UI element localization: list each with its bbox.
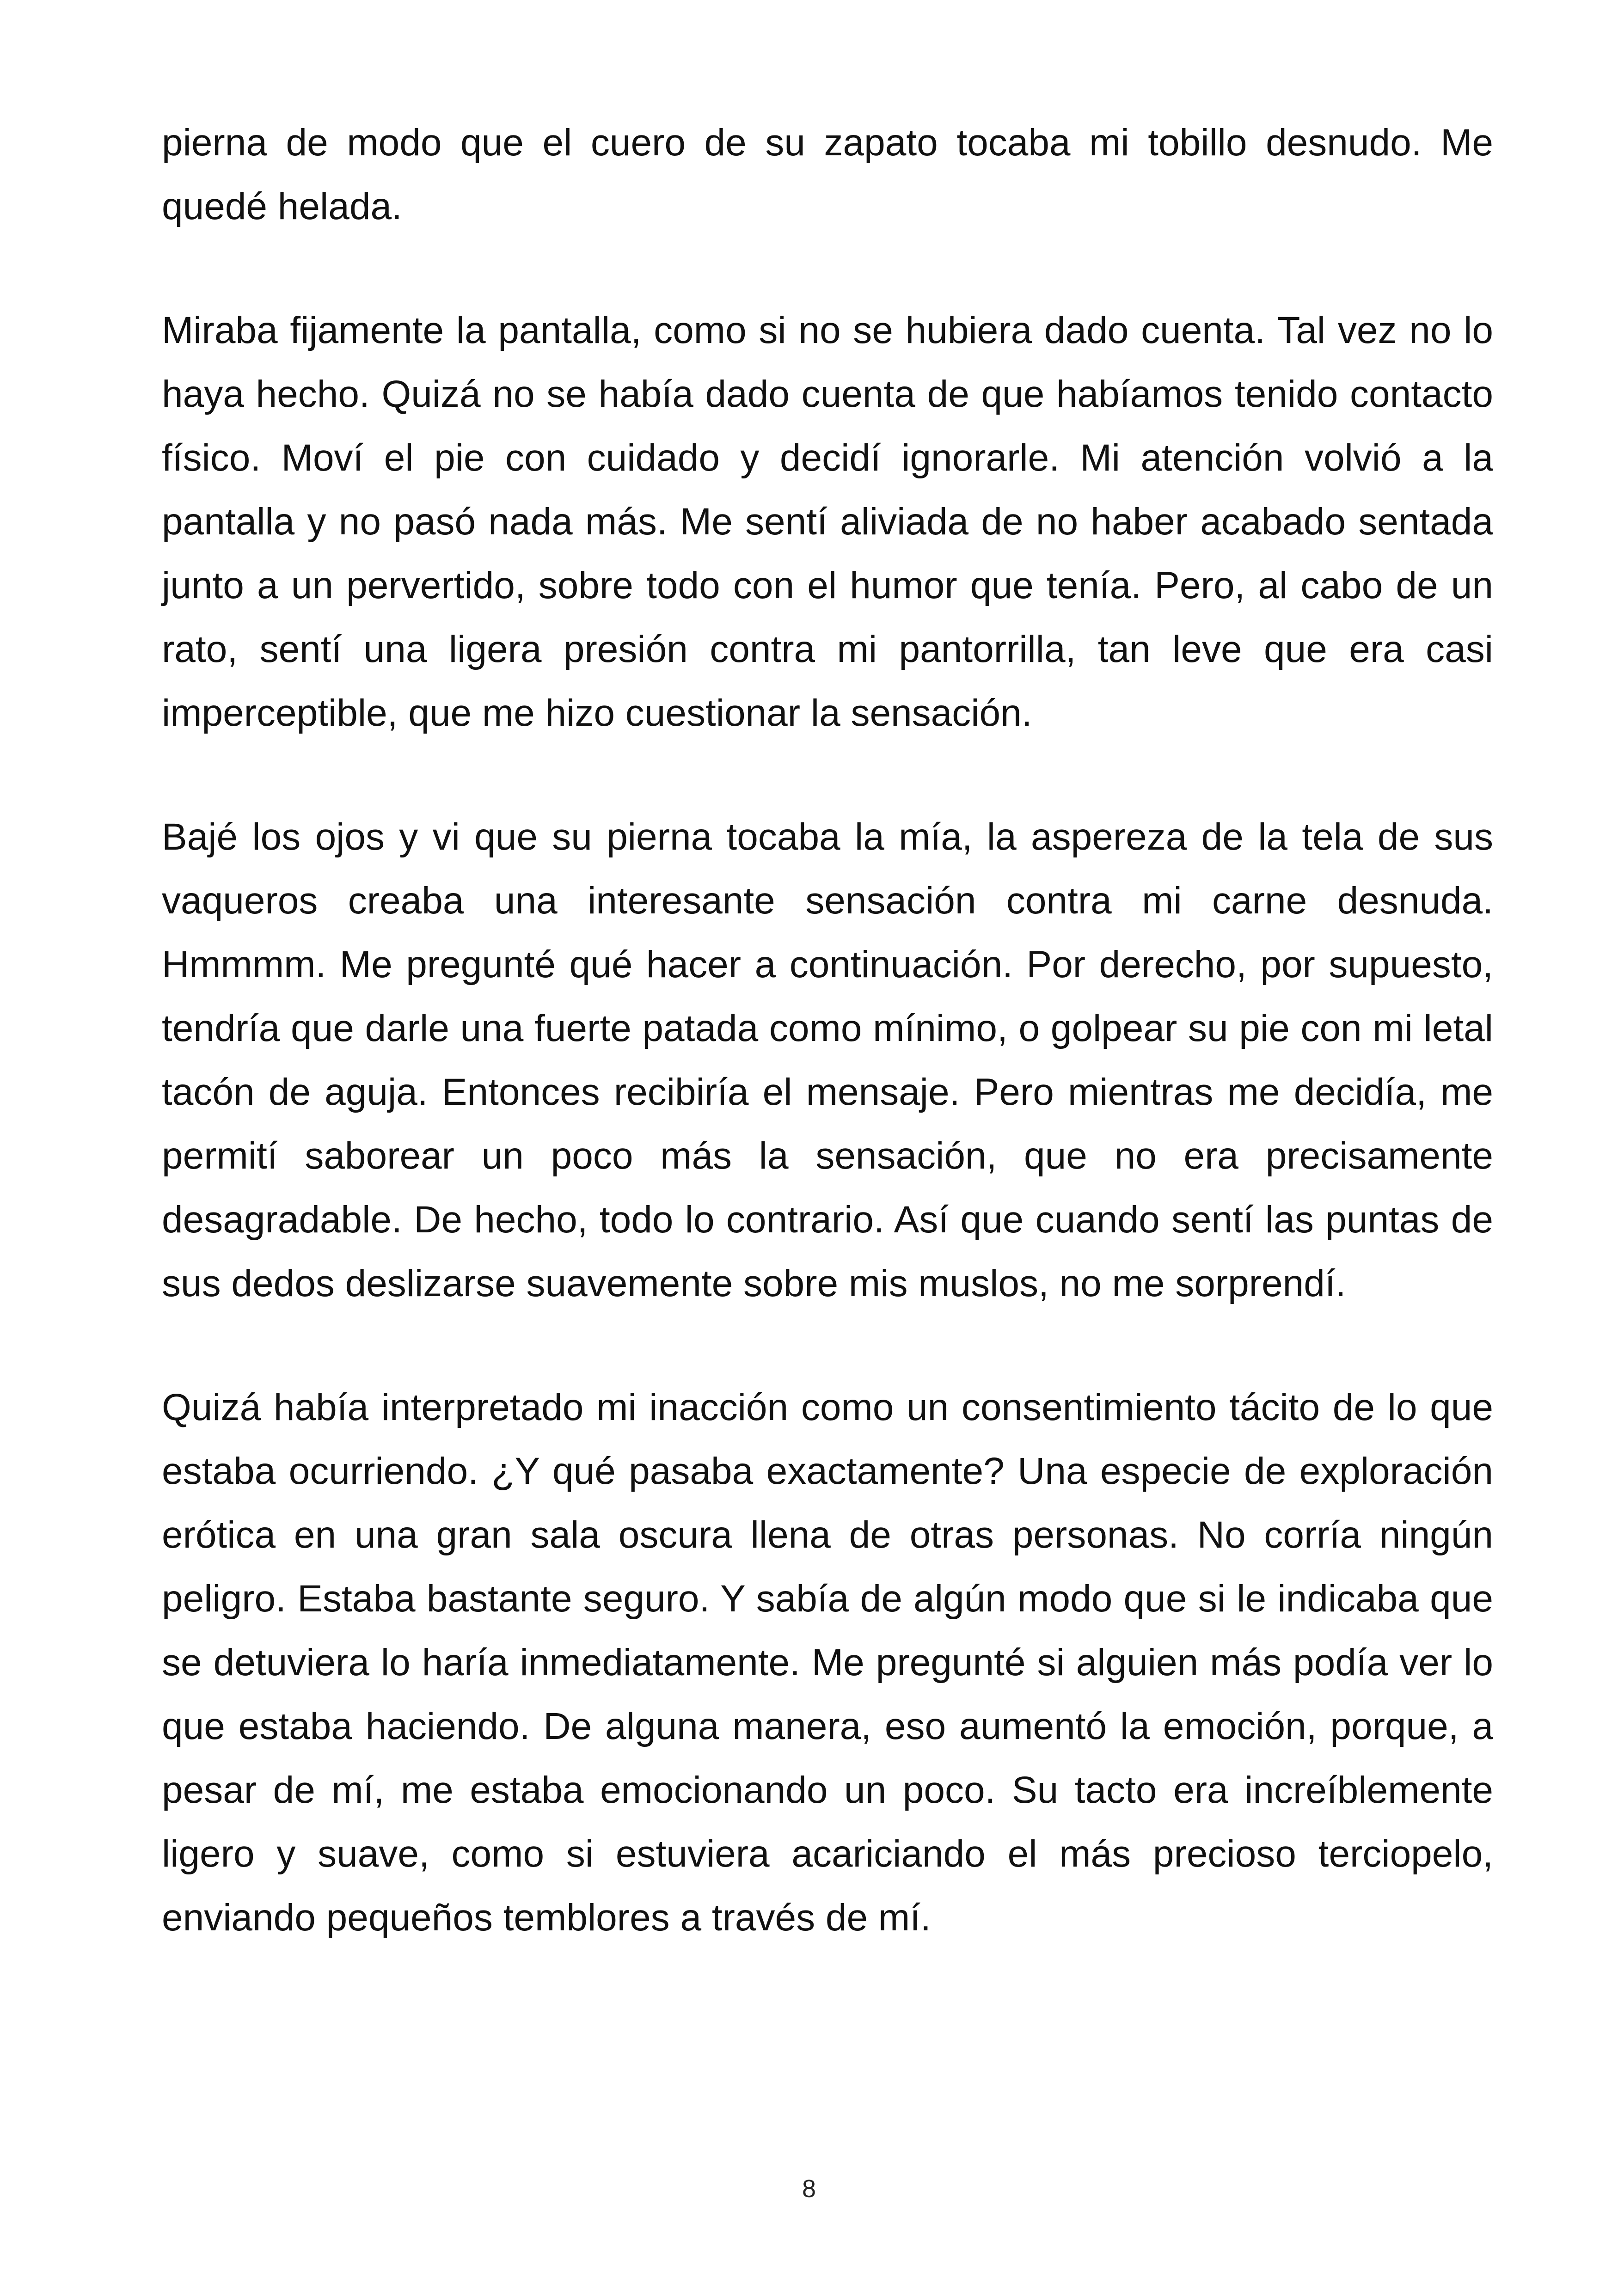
paragraph-4: Quizá había interpretado mi inacción como un consentimiento tácito de lo que estaba ocurriendo. ¿Y qué pasaba exactamente? Una especie de exploración erótica en una gran sala oscura llena de otras personas. No corría ningún peligro. Estaba bastante seguro. Y sabía de algún modo que si le indicaba que se detuviera lo haría inmediatamente. Me pregunté si alguien más podía ver lo que estaba haciendo. De alguna manera, eso aumentó la emoción, porque, a pesar de mí, me estaba emocionando un poco. Su tacto era increíblemente ligero y suave, como si estuviera acariciando el más precioso terciopelo, enviando pequeños temblores a través de mí.	[162, 1386, 1493, 1939]
paragraph-3: Bajé los ojos y vi que su pierna tocaba la mía, la aspereza de la tela de sus vaqueros creaba una interesante sensación contra mi carne desnuda. Hmmmm. Me pregunté qué hacer a continuación. Por derecho, por supuesto, tendría que darle una fuerte patada como mínimo, o golpear su pie con mi letal tacón de aguja. Entonces recibiría el mensaje. Pero mientras me decidía, me permití saborear un poco más la sensación, que no era precisamente desagradable. De hecho, todo lo contrario. Así que cuando sentí las puntas de sus dedos deslizarse suavemente sobre mis muslos, no me sorprendí.	[162, 816, 1493, 1304]
paragraph-2: Miraba fijamente la pantalla, como si no se hubiera dado cuenta. Tal vez no lo haya hecho. Quizá no se había dado cuenta de que habíamos tenido contacto físico. Moví el pie con cuidado y decidí ignorarle. Mi atención volvió a la pantalla y no pasó nada más. Me sentí aliviada de no haber acabado sentada junto a un pervertido, sobre todo con el humor que tenía. Pero, al cabo de un rato, sentí una ligera presión contra mi pantorrilla, tan leve que era casi imperceptible, que me hizo cuestionar la sensación.	[162, 309, 1493, 734]
paragraph-1: pierna de modo que el cuero de su zapato tocaba mi tobillo desnudo. Me quedé helada.	[162, 122, 1493, 227]
body-text	[162, 111, 1493, 1950]
page-number: 8	[802, 2175, 816, 2203]
